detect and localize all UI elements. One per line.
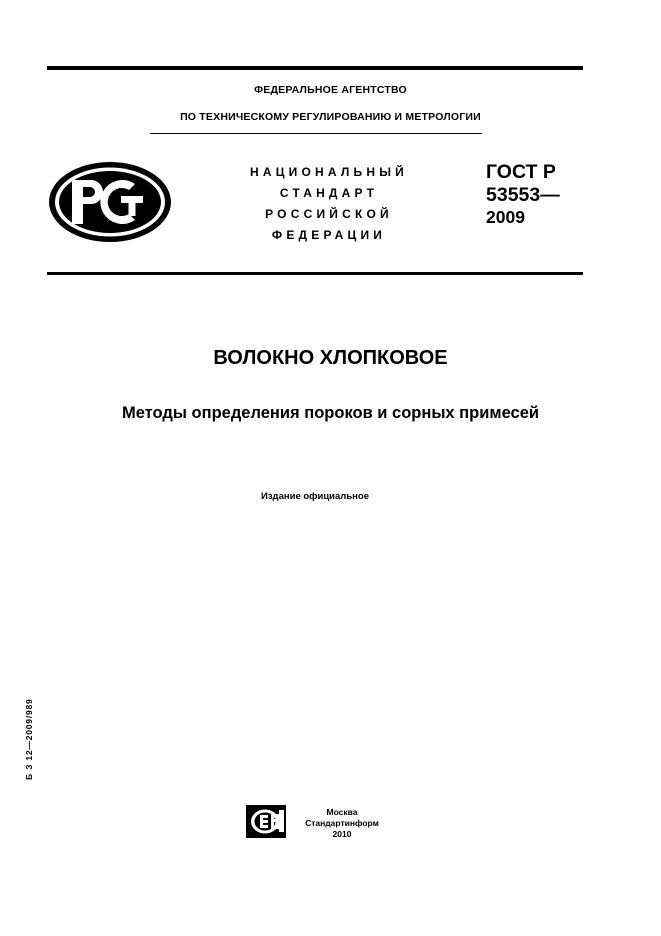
publisher-year: 2010 [332,829,352,839]
publisher-name: Стандартинформ [305,818,379,828]
standartinform-logo-icon [246,805,286,838]
publisher-city: Москва [326,807,358,817]
edition-label: Издание официальное [261,491,369,502]
agency-line-1: ФЕДЕРАЛЬНОЕ АГЕНТСТВО [254,84,407,96]
document-subtitle: Методы определения пороков и сорных примесей [121,404,540,422]
top-rule [47,66,583,70]
agency-underline [150,133,482,134]
header-bottom-rule [47,272,583,275]
national-standard-line-3: РОССИЙСКОЙ [265,207,393,221]
national-standard-line-1: НАЦИОНАЛЬНЫЙ [249,165,409,179]
standard-number: 53553— [486,184,560,206]
national-standard-line-2: СТАНДАРТ [279,186,379,200]
document-title: ВОЛОКНО ХЛОПКОВОЕ [213,347,448,369]
standard-year: 2009 [486,207,525,227]
gost-r-emblem-icon [47,160,173,244]
agency-line-2: ПО ТЕХНИЧЕСКОМУ РЕГУЛИРОВАНИЮ И МЕТРОЛОГИИ [180,111,481,123]
standard-prefix: ГОСТ Р [486,161,556,183]
national-standard-line-4: ФЕДЕРАЦИИ [271,228,387,242]
side-code: Б З 12—2009/989 [24,698,34,780]
